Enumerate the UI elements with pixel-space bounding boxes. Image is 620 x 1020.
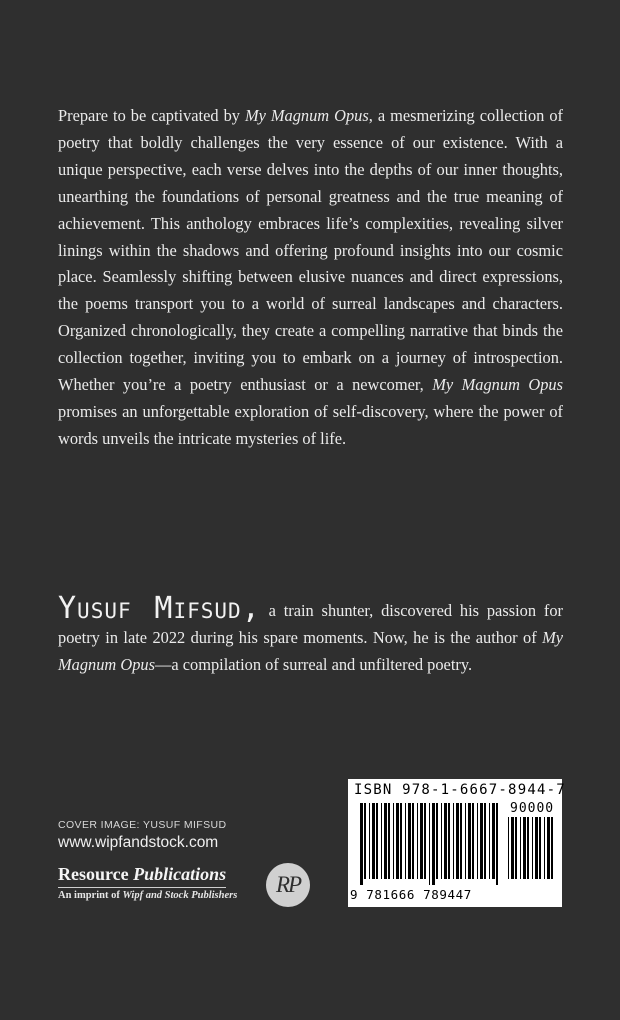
barcode-bar [547, 817, 550, 879]
barcode-bar [396, 803, 399, 879]
barcode-bar [523, 817, 526, 879]
barcode-bar [436, 803, 438, 879]
barcode-bar [384, 803, 387, 879]
bio-text: a train shunter, discovered his passion for poetry in late 2022 during his spare moments. Now, he is the author of [58, 601, 563, 647]
cover-image-credit: COVER IMAGE: YUSUF MIFSUD [58, 819, 227, 831]
blurb-book-title: My Magnum Opus [244, 106, 369, 125]
barcode-bar [444, 803, 447, 879]
barcode-bar [480, 803, 483, 879]
barcode-bar [424, 803, 426, 879]
barcode-bar [544, 817, 545, 879]
bio-book-title: My Magnum Opus [58, 627, 563, 674]
isbn-barcode [348, 779, 566, 907]
publisher-name-italic: Publications [133, 864, 227, 884]
barcode-bar [492, 803, 495, 879]
publisher-imprint [58, 890, 237, 901]
barcode-main-bars [360, 803, 500, 885]
barcode-bar [532, 817, 533, 879]
barcode-bar [408, 803, 411, 879]
barcode-bar [496, 803, 498, 885]
author-name: Yusuf Mifsud, [58, 591, 261, 626]
barcode-bar [420, 803, 423, 879]
barcode-bar [360, 803, 363, 885]
imprint-parent: Wipf and Stock Publishers [122, 890, 238, 901]
barcode-bar [400, 803, 402, 879]
blurb-ending: promises an unforgettable exploration of self-discovery, where the power of words unveils the intricate mysteries of life. [58, 401, 563, 448]
barcode-bar [453, 803, 454, 879]
blurb-body: , a mesmerizing collection of poetry that boldly challenges the very essence of our existence. With a unique perspective, each verse delves into the depths of our inner thoughts, unearthing the foundations of personal greatness and the true meaning of achievement. This anthology embraces life’s complexities, revealing silver linings within the shadows and offering profound insights into our cosmic place. Seamlessly shifting between elusive nuances and direct expressions, the poems transport you to a world of surreal landscapes and characters. Organized chronologically, they create a compelling narrative that binds the collection together, inviting you to embark on a journey of introspection. Whether you’re a poetry enthusiast or a newcomer, [58, 106, 563, 395]
barcode-bar [405, 803, 406, 879]
barcode-bar [477, 803, 478, 879]
publisher-name [58, 864, 226, 888]
barcode-bar [468, 803, 471, 879]
publisher-website: www.wipfandstock.com [58, 834, 219, 851]
barcode-bar [412, 803, 414, 879]
barcode-bar [508, 817, 509, 879]
barcode-bar [364, 803, 366, 879]
barcode-bar [515, 817, 517, 879]
barcode-bar [484, 803, 486, 879]
author-bio [58, 591, 563, 679]
barcode-bar [393, 803, 394, 879]
barcode-bar [527, 817, 529, 879]
isbn-label: ISBN 978-1-6667-8944-7 [354, 782, 566, 798]
barcode-bar [441, 803, 442, 879]
barcode-bar [465, 803, 466, 879]
barcode-bar [520, 817, 521, 879]
back-cover-blurb [58, 103, 563, 453]
bio-text-end: —a compilation of surreal and unfiltered poetry. [154, 654, 473, 674]
barcode-bar [369, 803, 370, 879]
publisher-logo-icon: RP [266, 863, 310, 907]
barcode-bar [429, 803, 430, 885]
blurb-intro: Prepare to be captivated by [58, 106, 245, 125]
barcode-bar [388, 803, 390, 879]
barcode-bar [489, 803, 490, 879]
blurb-book-title-2: My Magnum Opus [432, 375, 563, 395]
barcode-bar [448, 803, 450, 879]
publisher-name-main: Resource [58, 864, 134, 884]
barcode-bar [376, 803, 378, 879]
barcode-bar [535, 817, 538, 879]
barcode-bar [432, 803, 435, 885]
barcode-addon-bars [508, 817, 556, 885]
barcode-bar [417, 803, 418, 879]
barcode-bar [372, 803, 375, 879]
barcode-bar [460, 803, 462, 879]
imprint-prefix: An imprint of [58, 890, 123, 901]
barcode-bar [511, 817, 514, 879]
barcode-bar [539, 817, 541, 879]
barcode-bar [381, 803, 382, 879]
ean-digits: 9 781666 789447 [350, 887, 472, 902]
publisher-block [58, 864, 237, 901]
price-code: 90000 [510, 801, 555, 816]
barcode-bar [472, 803, 474, 879]
barcode-bar [551, 817, 553, 879]
barcode-bar [456, 803, 459, 879]
